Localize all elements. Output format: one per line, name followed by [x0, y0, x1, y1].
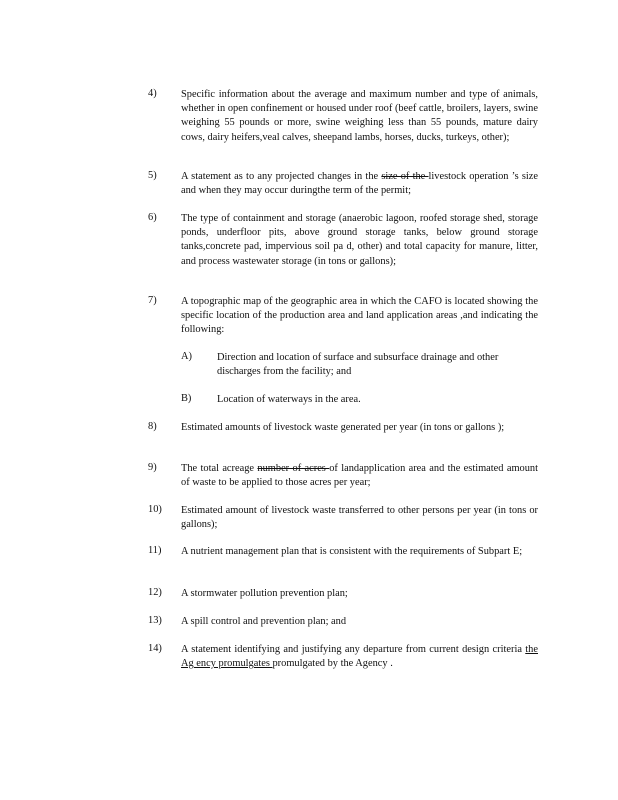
item-text: A spill control and prevention plan; and [181, 616, 347, 627]
sub-item-letter: A) [181, 351, 192, 362]
item-text [181, 170, 538, 198]
item-number: 6) [148, 212, 157, 223]
item-text [181, 462, 538, 490]
text-segment: A statement identifying and justifying any departure from current design criteria [181, 644, 526, 655]
text-segment: promulgated by the Agency . [272, 658, 393, 670]
item-text: The type of containment and storage (anaerobic lagoon, roofed storage shed, storage ponds, underfloor pits, above ground storage tanks, below ground storage tanks,concrete pad, impervious soil pa d, other) and total capacity for manure, litter, and process wastewater storage (in tons or gallons); [181, 213, 538, 267]
item-number: 14) [148, 643, 162, 654]
deleted-text: size of the [381, 171, 429, 182]
sub-item-text: Location of waterways in the area. [217, 394, 361, 405]
item-number: 7) [148, 295, 157, 306]
item-text: Estimated amounts of livestock waste generated per year (in tons or gallons ); [181, 422, 505, 433]
sub-item-letter: B) [181, 393, 192, 404]
text-segment: of landapplication area and the estimated amount of waste to be applied to those acres per year; [181, 463, 538, 489]
item-text: Specific information about the average and maximum number and type of animals, whether in open confinement or housed under roof (beef cattle, broilers, layers, swine weighing 55 pounds or more, swine weighing less than 55 pounds, mature dairy cows, dairy heifers,veal calves, sheepand lambs, horses, ducks, turkeys, other); [181, 89, 538, 143]
sub-item-text: Direction and location of surface and subsurface drainage and other discharges from the facility; and [217, 352, 499, 378]
item-number: 12) [148, 587, 162, 598]
item-text: A topographic map of the geographic area in which the CAFO is located showing the specific location of the production area and land application areas ,and indicating the following: [181, 296, 538, 336]
item-number: 11) [148, 545, 162, 556]
item-text: A stormwater pollution prevention plan; [181, 588, 348, 599]
item-text: Estimated amount of livestock waste transferred to other persons per year (in tons or gallons); [181, 505, 538, 531]
deleted-text: number of acres [257, 463, 330, 474]
item-number: 4) [148, 88, 157, 99]
item-text [181, 643, 538, 671]
text-segment: A statement as to any projected changes in the [181, 171, 382, 182]
item-number: 10) [148, 504, 162, 515]
text-segment: The total acreage [181, 463, 258, 474]
item-text: A nutrient management plan that is consistent with the requirements of Subpart E; [181, 546, 523, 557]
item-number: 9) [148, 462, 157, 473]
item-number: 5) [148, 170, 157, 181]
text-segment: livestock operation ’s size and when they may occur duringthe term of the permit; [181, 171, 538, 197]
inserted-text: the Ag ency promulgates [181, 644, 538, 670]
item-number: 8) [148, 421, 157, 432]
item-number: 13) [148, 615, 162, 626]
